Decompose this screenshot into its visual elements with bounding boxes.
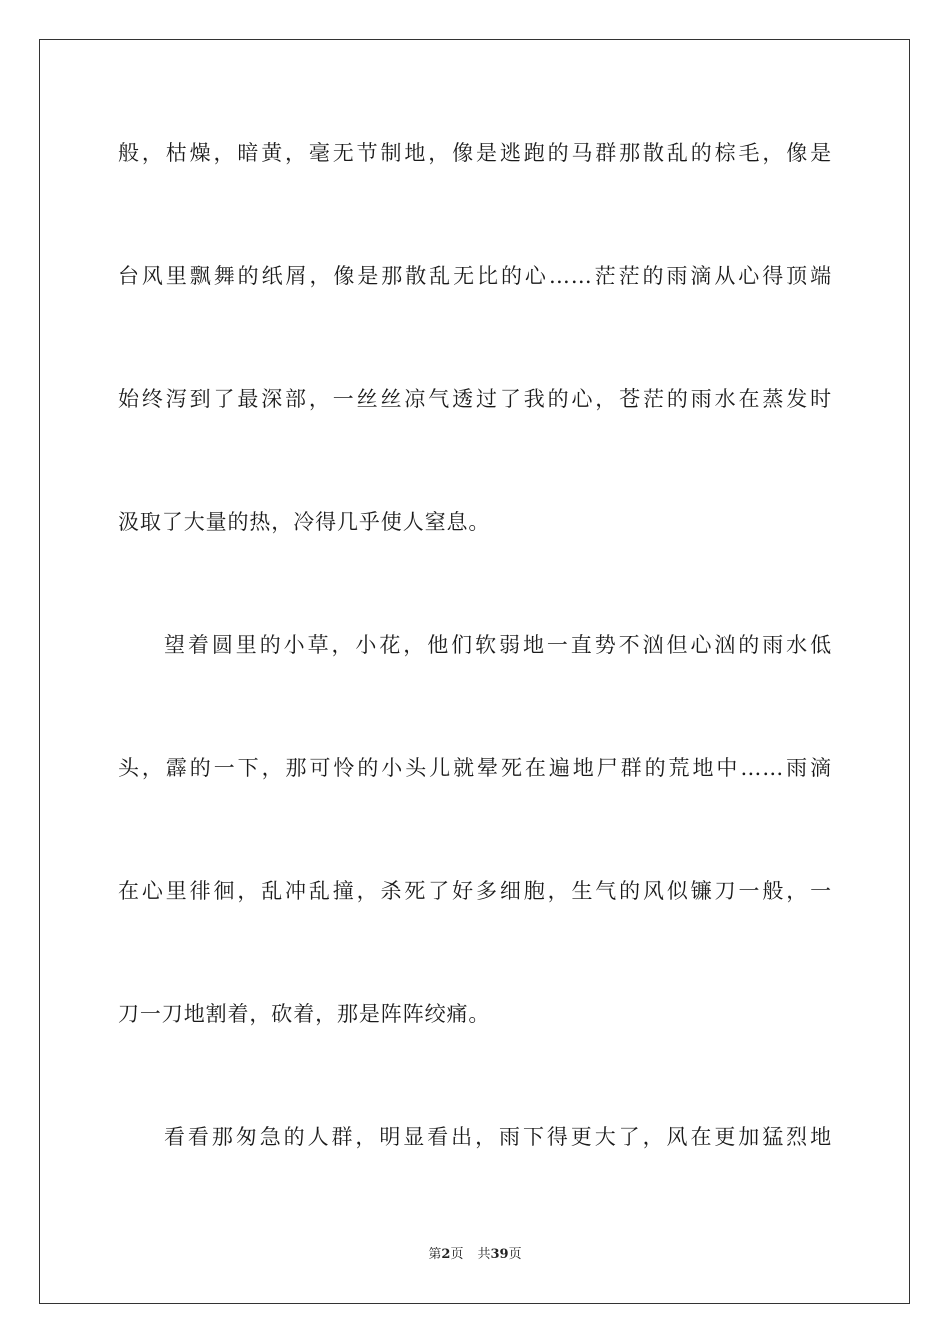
page-number: 2 <box>441 1247 451 1262</box>
page-footer <box>0 1246 950 1264</box>
page-prefix: 第 <box>428 1247 442 1262</box>
total-pages: 39 <box>490 1247 509 1262</box>
text-line: 刀一刀地割着，砍着，那是阵阵绞痛。 <box>118 1002 491 1026</box>
text-line: 台风里飘舞的纸屑，像是那散乱无比的心……茫茫的雨滴从心得顶端 <box>118 264 832 288</box>
total-suffix: 页 <box>508 1247 522 1262</box>
text-line: 在心里徘徊，乱冲乱撞，杀死了好多细胞，生气的风似镰刀一般，一 <box>118 879 832 903</box>
paragraph-first-line: 望着圆里的小草，小花，他们软弱地一直势不汹但心汹的雨水低 <box>164 633 832 657</box>
text-line: 汲取了大量的热，冷得几乎使人窒息。 <box>118 510 491 534</box>
page-border <box>39 39 910 1304</box>
paragraph-first-line: 看看那匆急的人群，明显看出，雨下得更大了，风在更加猛烈地 <box>164 1125 832 1149</box>
text-line: 头，霹的一下，那可怜的小头儿就晕死在遍地尸群的荒地中……雨滴 <box>118 756 832 780</box>
text-line: 般，枯燥，暗黄，毫无节制地，像是逃跑的马群那散乱的棕毛，像是 <box>118 141 832 165</box>
total-prefix: 共 <box>477 1247 491 1262</box>
text-line: 始终泻到了最深部，一丝丝凉气透过了我的心，苍茫的雨水在蒸发时 <box>118 387 832 411</box>
page-suffix: 页 <box>450 1247 464 1262</box>
